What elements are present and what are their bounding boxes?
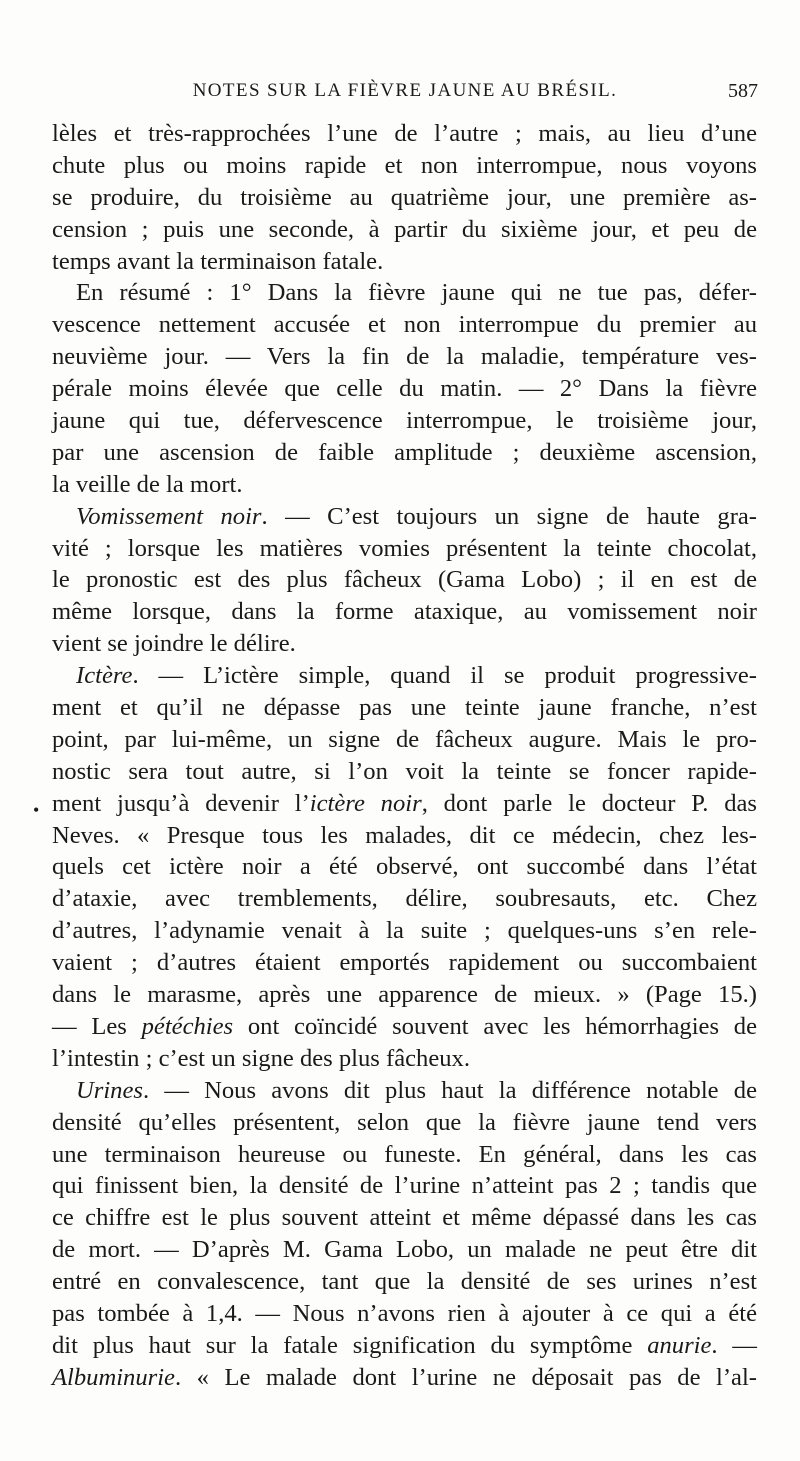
text-line xyxy=(52,1170,757,1202)
text-segment: Neves. « Presque tous les malades, dit ce médecin, chez les- xyxy=(52,821,757,849)
text-line xyxy=(52,373,757,405)
text-line xyxy=(52,309,757,341)
text-line xyxy=(52,1234,757,1266)
text-line xyxy=(52,628,757,660)
text-segment: vaient ; d’autres étaient emportés rapidement ou succombaient xyxy=(52,949,757,977)
text-segment: . — L’ictère simple, quand il se produit progressive- xyxy=(132,662,757,690)
text-segment: En résumé : 1° Dans la fièvre jaune qui ne tue pas, défer- xyxy=(76,279,757,307)
text-line xyxy=(52,501,757,533)
text-segment: entré en convalescence, tant que la densité de ses urines n’est xyxy=(52,1268,757,1296)
text-segment: se produire, du troisième au quatrième jour, une première as- xyxy=(52,183,757,211)
text-segment: point, par lui-même, un signe de fâcheux augure. Mais le pro- xyxy=(52,725,757,753)
text-segment: . « Le malade dont l’urine ne déposait pas de l’al- xyxy=(174,1363,757,1391)
text-line xyxy=(52,1202,757,1234)
text-line xyxy=(52,214,757,246)
italic-term: Urines xyxy=(76,1076,143,1104)
text-line xyxy=(52,660,757,692)
text-line xyxy=(52,883,757,915)
text-line xyxy=(52,1075,757,1107)
text-line xyxy=(52,915,757,947)
body-text xyxy=(52,118,757,1394)
italic-term: Ictère xyxy=(76,662,133,690)
running-title: NOTES SUR LA FIÈVRE JAUNE AU BRÉSIL. xyxy=(192,80,618,101)
text-line xyxy=(52,947,757,979)
text-segment: . — C’est toujours un signe de haute gra- xyxy=(261,502,758,530)
text-segment: ment et qu’il ne dépasse pas une teinte jaune franche, n’est xyxy=(52,694,757,722)
text-segment: — Les xyxy=(52,1012,142,1040)
text-segment: dans le marasme, après une apparence de mieux. » (Page 15.) xyxy=(52,981,757,1009)
text-line xyxy=(52,1362,757,1394)
text-segment: . — xyxy=(711,1331,757,1359)
text-line xyxy=(52,692,757,724)
text-segment: ment jusqu’à devenir l’ xyxy=(52,789,310,817)
text-segment: vescence nettement accusée et non interrompue du premier au xyxy=(52,311,757,339)
margin-mark: • xyxy=(33,800,40,820)
italic-term: Albuminurie xyxy=(52,1363,175,1391)
text-segment: vient se joindre le délire. xyxy=(52,630,296,658)
text-line xyxy=(52,820,757,852)
text-segment: . — Nous avons dit plus haut la différence notable de xyxy=(142,1076,757,1104)
text-line xyxy=(52,1298,757,1330)
text-line xyxy=(52,405,757,437)
italic-term: Vomissement noir xyxy=(76,502,262,530)
text-segment: ce chiffre est le plus souvent atteint et même dépassé dans les cas xyxy=(52,1204,757,1232)
text-line xyxy=(52,596,757,628)
text-segment: dit plus haut sur la fatale signification du symptôme xyxy=(52,1331,648,1359)
text-segment: quels cet ictère noir a été observé, ont succombé dans l’état xyxy=(52,853,757,881)
text-segment: nostic sera tout autre, si l’on voit la teinte se foncer rapide- xyxy=(52,757,757,785)
text-segment: temps avant la terminaison fatale. xyxy=(52,247,384,275)
text-line xyxy=(52,341,757,373)
text-segment: d’ataxie, avec tremblements, délire, soubresauts, etc. Chez xyxy=(52,885,757,913)
text-segment: même lorsque, dans la forme ataxique, au vomissement noir xyxy=(52,598,757,626)
text-line xyxy=(52,1011,757,1043)
text-segment: le pronostic est des plus fâcheux (Gama Lobo) ; il en est de xyxy=(52,566,757,594)
text-segment: une terminaison heureuse ou funeste. En général, dans les cas xyxy=(52,1140,757,1168)
italic-term: ictère noir xyxy=(309,789,422,817)
text-line xyxy=(52,277,757,309)
text-segment: qui finissent bien, la densité de l’urine n’atteint pas 2 ; tandis que xyxy=(52,1172,757,1200)
text-segment: ont coïncidé souvent avec les hémorrhagies de xyxy=(233,1012,758,1040)
text-segment: lèles et très-rapprochées l’une de l’autre ; mais, au lieu d’une xyxy=(52,120,757,147)
text-line xyxy=(52,564,757,596)
italic-term: anurie xyxy=(647,1331,712,1359)
text-line xyxy=(52,1330,757,1362)
text-line xyxy=(52,1043,757,1075)
text-line xyxy=(52,437,757,469)
text-line xyxy=(52,788,757,820)
text-segment: de mort. — D’après M. Gama Lobo, un malade ne peut être dit xyxy=(52,1236,757,1264)
text-segment: d’autres, l’adynamie venait à la suite ; quelques-uns s’en rele- xyxy=(52,917,757,945)
text-line xyxy=(52,1139,757,1171)
text-line xyxy=(52,246,757,278)
text-segment: neuvième jour. — Vers la fin de la maladie, température ves- xyxy=(52,343,757,371)
text-line xyxy=(52,724,757,756)
text-segment: pas tombée à 1,4. — Nous n’avons rien à ajouter à ce qui a été xyxy=(52,1299,757,1327)
text-segment: l’intestin ; c’est un signe des plus fâcheux. xyxy=(52,1044,470,1072)
text-segment: jaune qui tue, défervescence interrompue, le troisième jour, xyxy=(52,407,757,435)
text-line xyxy=(52,851,757,883)
text-segment: par une ascension de faible amplitude ; deuxième ascension, xyxy=(52,438,757,466)
text-line xyxy=(52,756,757,788)
text-segment: densité qu’elles présentent, selon que la fièvre jaune tend vers xyxy=(52,1108,757,1136)
text-segment: pérale moins élevée que celle du matin. — 2° Dans la fièvre xyxy=(52,375,757,403)
page-number: 587 xyxy=(728,80,758,102)
text-line xyxy=(52,150,757,182)
text-line xyxy=(52,1107,757,1139)
text-segment: la veille de la mort. xyxy=(52,470,243,498)
text-line xyxy=(52,1266,757,1298)
text-line xyxy=(52,182,757,214)
text-line xyxy=(52,118,757,150)
italic-term: pétéchies xyxy=(141,1012,234,1040)
text-segment: cension ; puis une seconde, à partir du sixième jour, et peu de xyxy=(52,215,757,243)
text-line xyxy=(52,469,757,501)
text-segment: vité ; lorsque les matières vomies présentent la teinte chocolat, xyxy=(52,534,757,562)
text-line xyxy=(52,979,757,1011)
text-line xyxy=(52,533,757,565)
running-head xyxy=(52,78,758,108)
text-segment: , dont parle le docteur P. das xyxy=(421,789,757,817)
text-segment: chute plus ou moins rapide et non interrompue, nous voyons xyxy=(52,151,757,179)
